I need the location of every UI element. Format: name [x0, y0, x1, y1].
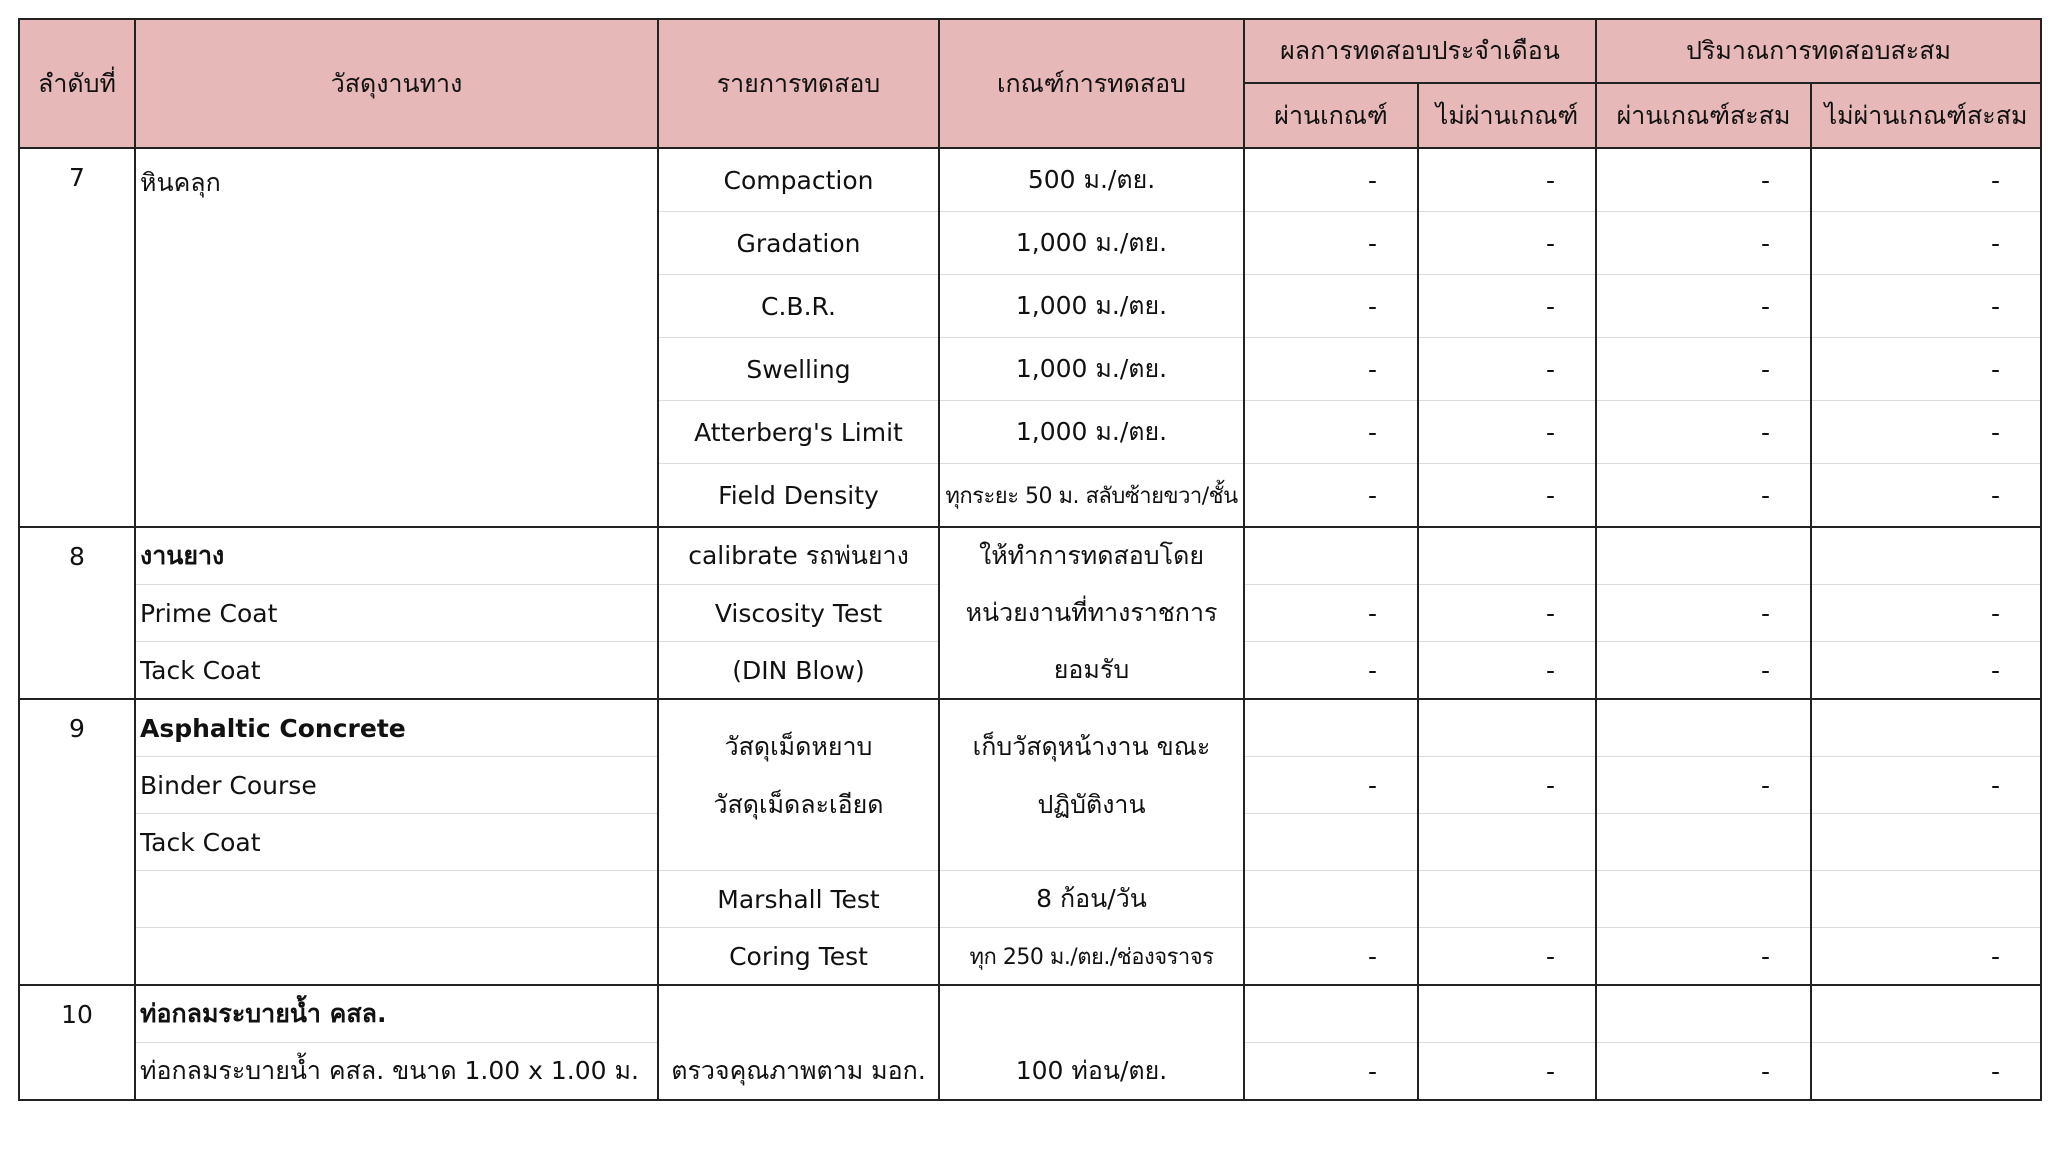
group-7 — [19, 148, 2041, 527]
row-number: 10 — [19, 985, 135, 1100]
test-item: Viscosity Test — [658, 585, 939, 642]
pass-cumulative-value — [1596, 527, 1811, 585]
fail-value — [1418, 699, 1596, 757]
test-item: calibrate รถพ่นยาง — [658, 527, 939, 585]
test-item: Coring Test — [658, 928, 939, 986]
fail-value: - — [1418, 338, 1596, 401]
group-10 — [19, 985, 2041, 1100]
test-criteria: ยอมรับ — [939, 642, 1244, 700]
pass-cumulative-value: - — [1596, 928, 1811, 986]
fail-value: - — [1418, 585, 1596, 642]
fail-cumulative-value: - — [1811, 757, 2041, 814]
table-row — [19, 642, 2041, 700]
test-criteria: 1,000 ม./ตย. — [939, 401, 1244, 464]
test-criteria-line-1: เก็บวัสดุหน้างาน ขณะ — [972, 732, 1211, 761]
test-criteria: ทุก 250 ม./ตย./ช่องจราจร — [939, 928, 1244, 986]
pass-value: - — [1244, 275, 1418, 338]
header-fail: ไม่ผ่านเกณฑ์ — [1418, 83, 1596, 148]
header-cumulative: ปริมาณการทดสอบสะสม — [1596, 19, 2041, 83]
material-name — [135, 871, 658, 928]
group-9 — [19, 699, 2041, 985]
table-row — [19, 527, 2041, 585]
material-name: Tack Coat — [135, 814, 658, 871]
row-number: 8 — [19, 527, 135, 699]
pass-cumulative-value: - — [1596, 757, 1811, 814]
fail-cumulative-value: - — [1811, 928, 2041, 986]
test-item: Compaction — [658, 148, 939, 212]
table-row — [19, 928, 2041, 986]
table-row — [19, 1043, 2041, 1101]
fail-cumulative-value — [1811, 814, 2041, 871]
fail-cumulative-value: - — [1811, 212, 2041, 275]
test-item: Gradation — [658, 212, 939, 275]
pass-cumulative-value: - — [1596, 464, 1811, 528]
pass-value: - — [1244, 757, 1418, 814]
test-item: Atterberg's Limit — [658, 401, 939, 464]
test-results-table — [18, 18, 2042, 1101]
material-name: หินคลุก — [135, 148, 658, 527]
header-fail-cumulative: ไม่ผ่านเกณฑ์สะสม — [1811, 83, 2041, 148]
pass-cumulative-value: - — [1596, 338, 1811, 401]
fail-value — [1418, 814, 1596, 871]
fail-cumulative-value — [1811, 985, 2041, 1043]
test-criteria: 1,000 ม./ตย. — [939, 275, 1244, 338]
fail-value: - — [1418, 148, 1596, 212]
material-name: ท่อกลมระบายน้ำ คสล. — [135, 985, 658, 1043]
pass-value: - — [1244, 212, 1418, 275]
fail-value — [1418, 985, 1596, 1043]
pass-value: - — [1244, 148, 1418, 212]
pass-value: - — [1244, 585, 1418, 642]
fail-cumulative-value: - — [1811, 275, 2041, 338]
test-criteria: หน่วยงานที่ทางราชการ — [939, 585, 1244, 642]
fail-cumulative-value: - — [1811, 401, 2041, 464]
fail-cumulative-value: - — [1811, 1043, 2041, 1101]
pass-cumulative-value: - — [1596, 401, 1811, 464]
fail-value: - — [1418, 275, 1596, 338]
pass-cumulative-value: - — [1596, 212, 1811, 275]
pass-cumulative-value — [1596, 871, 1811, 928]
material-name: Prime Coat — [135, 585, 658, 642]
row-number: 9 — [19, 699, 135, 985]
group-8 — [19, 527, 2041, 699]
pass-value: - — [1244, 401, 1418, 464]
test-item: Swelling — [658, 338, 939, 401]
test-item: (DIN Blow) — [658, 642, 939, 700]
fail-value — [1418, 527, 1596, 585]
test-item-stack — [658, 732, 939, 819]
row-number: 7 — [19, 148, 135, 527]
test-results-table-wrapper — [18, 18, 2040, 1101]
fail-cumulative-value: - — [1811, 585, 2041, 642]
pass-cumulative-value: - — [1596, 1043, 1811, 1101]
fail-value: - — [1418, 928, 1596, 986]
fail-value: - — [1418, 1043, 1596, 1101]
test-criteria: 100 ท่อน/ตย. — [939, 1043, 1244, 1101]
test-item-coarse: วัสดุเม็ดหยาบ — [724, 732, 873, 761]
table-header — [19, 19, 2041, 148]
table-row — [19, 585, 2041, 642]
header-pass-cumulative: ผ่านเกณฑ์สะสม — [1596, 83, 1811, 148]
test-criteria: ทุกระยะ 50 ม. สลับซ้ายขวา/ชั้น — [939, 464, 1244, 528]
test-criteria-stack — [939, 732, 1244, 819]
header-test-item: รายการทดสอบ — [658, 19, 939, 148]
fail-value: - — [1418, 642, 1596, 700]
test-item — [658, 985, 939, 1043]
pass-value: - — [1244, 928, 1418, 986]
fail-cumulative-value: - — [1811, 464, 2041, 528]
pass-cumulative-value — [1596, 814, 1811, 871]
fail-cumulative-value — [1811, 699, 2041, 757]
test-item: ตรวจคุณภาพตาม มอก. — [658, 1043, 939, 1101]
fail-cumulative-value: - — [1811, 338, 2041, 401]
fail-value: - — [1418, 757, 1596, 814]
pass-value — [1244, 985, 1418, 1043]
material-name: Tack Coat — [135, 642, 658, 700]
test-criteria: 8 ก้อน/วัน — [939, 871, 1244, 928]
test-criteria-line-2: ปฏิบัติงาน — [1037, 790, 1146, 819]
fail-value: - — [1418, 401, 1596, 464]
test-criteria — [939, 985, 1244, 1043]
pass-cumulative-value — [1596, 985, 1811, 1043]
test-criteria: 1,000 ม./ตย. — [939, 338, 1244, 401]
fail-cumulative-value — [1811, 871, 2041, 928]
pass-cumulative-value — [1596, 699, 1811, 757]
header-order: ลำดับที่ — [19, 19, 135, 148]
header-material: วัสดุงานทาง — [135, 19, 658, 148]
test-criteria: 1,000 ม./ตย. — [939, 212, 1244, 275]
pass-value: - — [1244, 1043, 1418, 1101]
material-name: งานยาง — [135, 527, 658, 585]
test-criteria: ให้ทำการทดสอบโดย — [939, 527, 1244, 585]
material-name: Binder Course — [135, 757, 658, 814]
pass-value — [1244, 871, 1418, 928]
pass-cumulative-value: - — [1596, 642, 1811, 700]
pass-value: - — [1244, 464, 1418, 528]
fail-value: - — [1418, 212, 1596, 275]
material-name: ท่อกลมระบายน้ำ คสล. ขนาด 1.00 x 1.00 ม. — [135, 1043, 658, 1101]
pass-value — [1244, 527, 1418, 585]
pass-value: - — [1244, 338, 1418, 401]
pass-cumulative-value: - — [1596, 148, 1811, 212]
header-monthly-results: ผลการทดสอบประจำเดือน — [1244, 19, 1596, 83]
test-item: Field Density — [658, 464, 939, 528]
table-row — [19, 871, 2041, 928]
table-row — [19, 148, 2041, 212]
fail-cumulative-value: - — [1811, 148, 2041, 212]
test-item-fine: วัสดุเม็ดละเอียด — [713, 790, 884, 819]
pass-value: - — [1244, 642, 1418, 700]
test-item: Marshall Test — [658, 871, 939, 928]
header-pass: ผ่านเกณฑ์ — [1244, 83, 1418, 148]
fail-cumulative-value — [1811, 527, 2041, 585]
table-row — [19, 757, 2041, 814]
material-name — [135, 928, 658, 986]
pass-cumulative-value: - — [1596, 275, 1811, 338]
table-row — [19, 985, 2041, 1043]
fail-value: - — [1418, 464, 1596, 528]
fail-cumulative-value: - — [1811, 642, 2041, 700]
pass-value — [1244, 699, 1418, 757]
pass-cumulative-value: - — [1596, 585, 1811, 642]
test-criteria: 500 ม./ตย. — [939, 148, 1244, 212]
material-name: Asphaltic Concrete — [135, 699, 658, 757]
pass-value — [1244, 814, 1418, 871]
fail-value — [1418, 871, 1596, 928]
test-item: C.B.R. — [658, 275, 939, 338]
header-criteria: เกณฑ์การทดสอบ — [939, 19, 1244, 148]
